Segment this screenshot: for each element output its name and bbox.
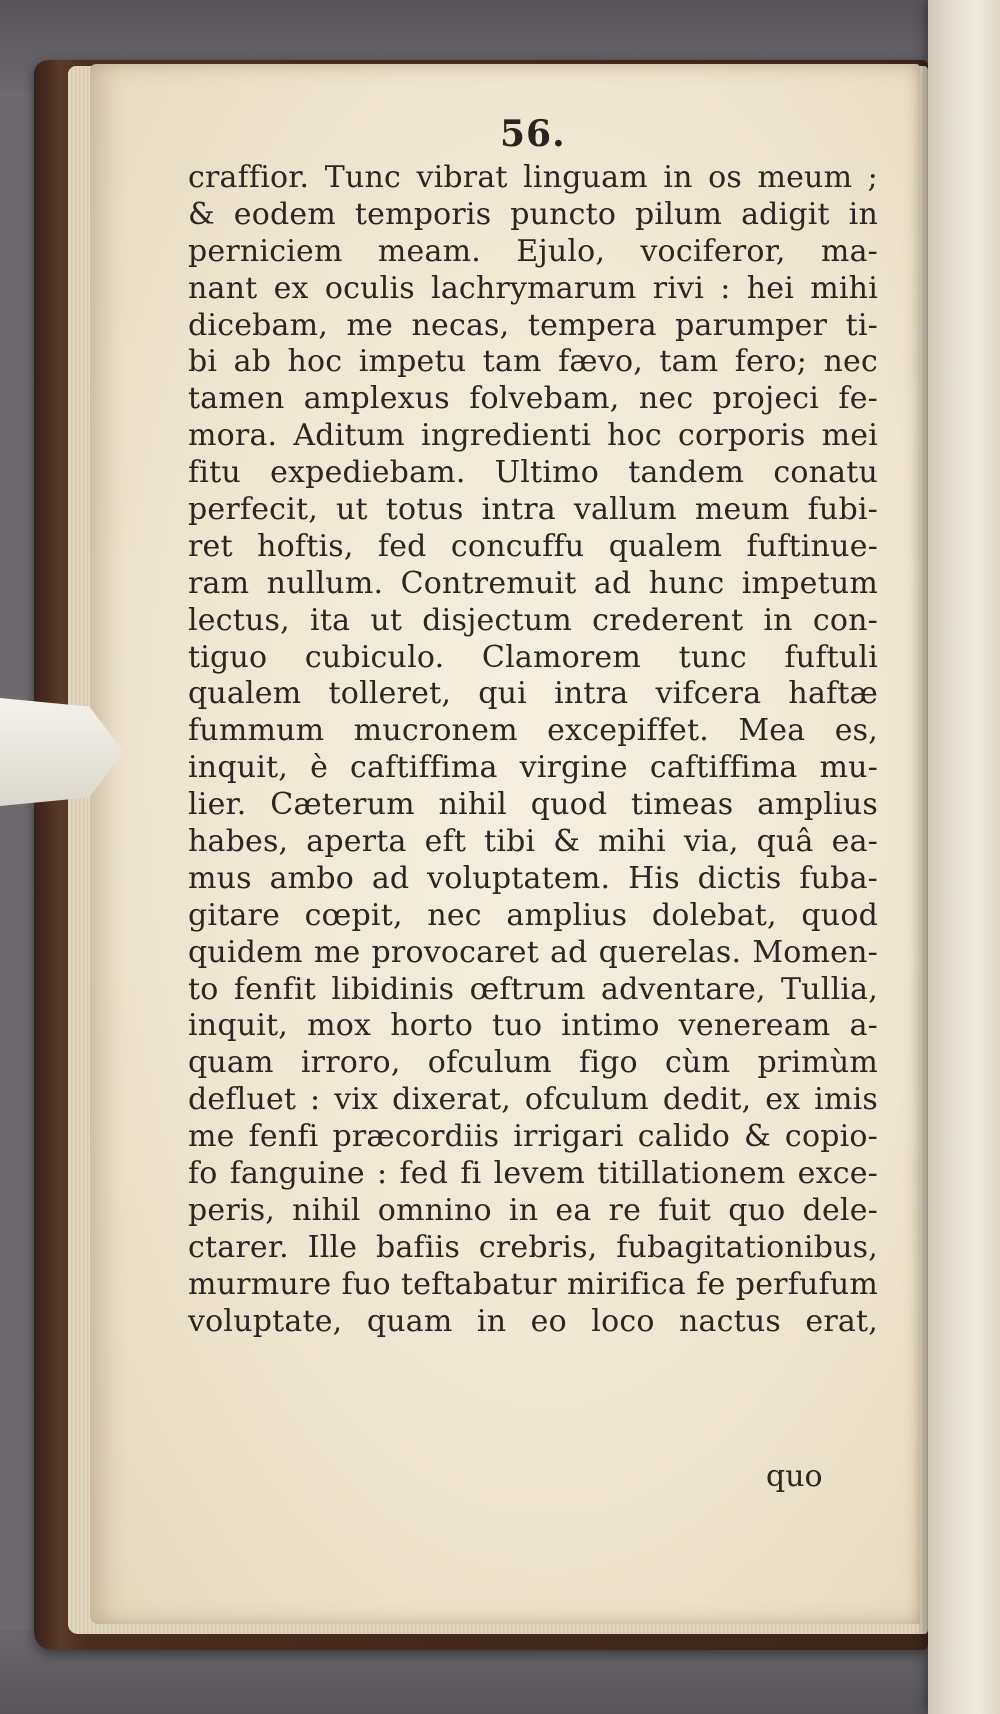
text-line: mora. Aditum ingredienti hoc corporis mei: [188, 418, 878, 454]
text-line: habes, aperta eft tibi & mihi via, quâ ea-: [188, 824, 878, 860]
text-line: murmure fuo teftabatur mirifica fe perfufum: [188, 1266, 878, 1302]
text-line: bi ab hoc impetu tam fævo, tam fero; nec: [188, 344, 878, 380]
text-line: ret hoftis, fed concuffu qualem fuftinue-: [188, 528, 878, 564]
text-line: tiguo cubiculo. Clamorem tunc fuftuli: [188, 639, 878, 675]
next-page-edge: [928, 0, 1000, 1714]
text-line: me fenfi præcordiis irrigari calido & copio-: [188, 1119, 878, 1155]
page-number: 56.: [500, 113, 566, 155]
text-line: lier. Cæterum nihil quod timeas amplius: [188, 787, 878, 823]
text-line: lectus, ita ut disjectum crederent in con-: [188, 602, 878, 638]
text-line: perfecit, ut totus intra vallum meum fubi-: [188, 492, 878, 528]
text-line: peris, nihil omnino in ea re fuit quo dele-: [188, 1192, 878, 1228]
text-line: gitare cœpit, nec amplius dolebat, quod: [188, 897, 878, 933]
catchword: quo: [766, 1459, 823, 1494]
text-line: fitu expediebam. Ultimo tandem conatu: [188, 455, 878, 491]
text-line: voluptate, quam in eo loco nactus erat,: [188, 1303, 878, 1339]
text-line: ctarer. Ille bafiis crebris, fubagitationibus,: [188, 1229, 878, 1265]
text-line: to fenfit libidinis œftrum adventare, Tullia,: [188, 971, 878, 1007]
text-line: inquit, mox horto tuo intimo veneream a-: [188, 1008, 878, 1044]
text-line: tamen amplexus folvebam, nec projeci fe-: [188, 381, 878, 417]
text-line: ram nullum. Contremuit ad hunc impetum: [188, 565, 878, 601]
text-line: inquit, è caftiffima virgine caftiffima mu-: [188, 750, 878, 786]
text-line: mus ambo ad voluptatem. His dictis fuba-: [188, 860, 878, 896]
text-line: craffior. Tunc vibrat linguam in os meum ;: [188, 160, 878, 195]
text-block: [188, 160, 878, 1341]
text-line: & eodem temporis puncto pilum adigit in: [188, 196, 878, 232]
text-line: fo fanguine : fed fi levem titillationem exce-: [188, 1156, 878, 1192]
text-line: quam irroro, ofculum figo cùm primùm: [188, 1045, 878, 1081]
text-line: perniciem meam. Ejulo, vociferor, ma-: [188, 233, 878, 269]
text-line: defluet : vix dixerat, ofculum dedit, ex imis: [188, 1082, 878, 1118]
text-line: quidem me provocaret ad querelas. Momen-: [188, 934, 878, 970]
text-line: dicebam, me necas, tempera parumper ti-: [188, 307, 878, 343]
text-line: nant ex oculis lachrymarum rivi : hei mihi: [188, 270, 878, 306]
text-line: qualem tolleret, qui intra vifcera haftæ: [188, 676, 878, 712]
text-line: fummum mucronem excepiffet. Mea es,: [188, 713, 878, 749]
